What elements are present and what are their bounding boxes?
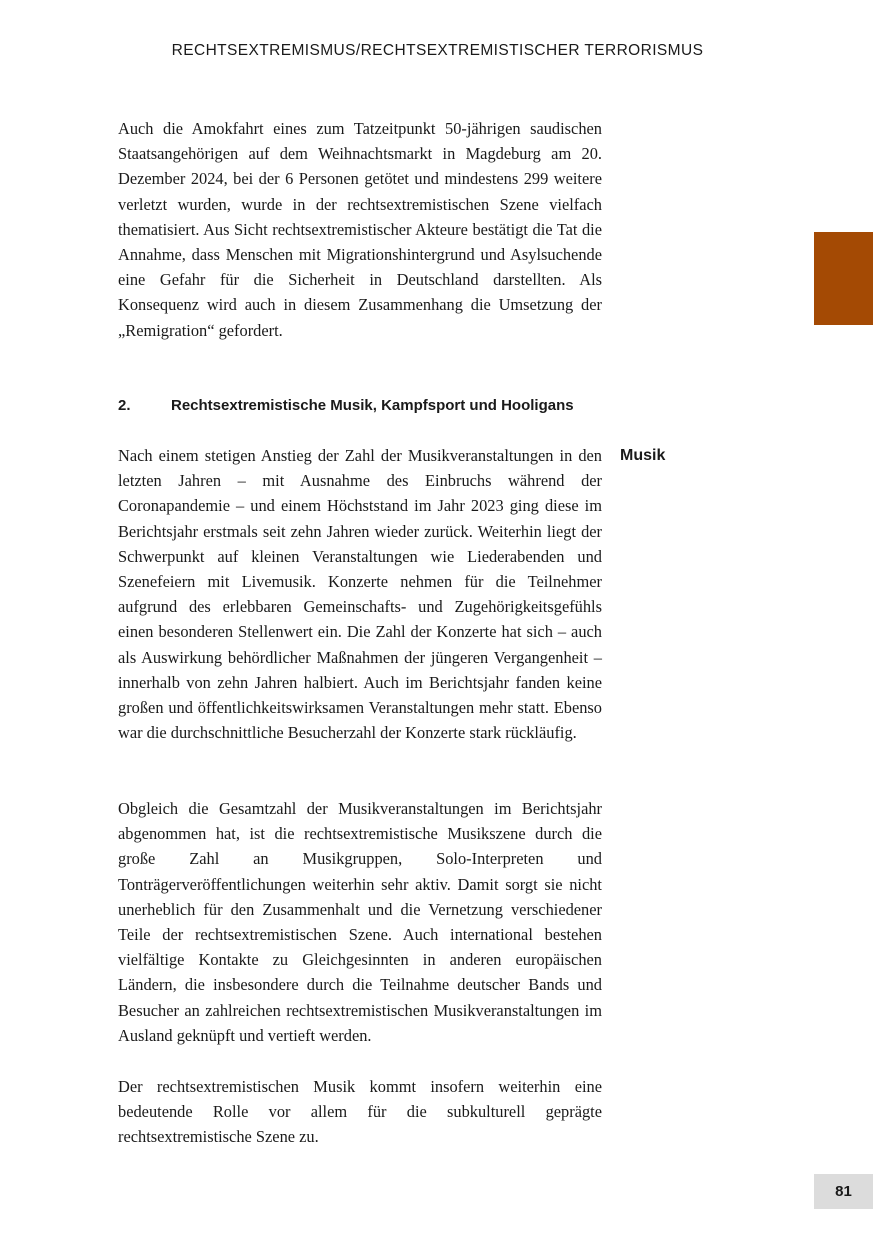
body-paragraph: Der rechtsextremistischen Musik kommt insofern weiterhin eine bedeutende Rolle vor allem für die subkulturell geprägte rechtsextremistische Szene zu. xyxy=(118,1077,602,1147)
running-header: RECHTSEXTREMISMUS/RECHTSEXTREMISTISCHER TERRORISMUS xyxy=(171,42,704,59)
section-title: Rechtsextremistische Musik, Kampfsport und Hooligans xyxy=(171,397,574,414)
page-number: 81 xyxy=(814,1174,873,1209)
intro-paragraph: Auch die Amokfahrt eines zum Tatzeitpunkt 50-jährigen saudischen Staatsangehörigen auf dem Weihnachtsmarkt in Magdeburg am 20. Dezember 2024, bei der 6 Personen getötet und mindestens 299 weitere verletzt wurden, wurde in der rechtsextremistischen Szene vielfach thematisiert. Aus Sicht rechtsextremistischer Akteure bestätigt die Tat die Annahme, dass Menschen mit Migrationshintergrund und Asylsuchende eine Gefahr für die Sicherheit in Deutschland darstellten. Als Konsequenz wird auch in diesem Zusammenhang die Umsetzung der „Remigration“ gefordert. xyxy=(118,119,602,340)
body-paragraph: Nach einem stetigen Anstieg der Zahl der Musikveranstaltungen in den letzten Jahren – mit Ausnahme des Einbruchs während der Coronapandemie – und einem Höchststand im Jahr 2023 ging diese im Berichtsjahr erstmals seit zehn Jahren wieder zurück. Weiterhin liegt der Schwerpunkt auf kleinen Veranstaltungen wie Liederabenden und Szenefeiern mit Livemusik. Konzerte nehmen für die Teilnehmer aufgrund des erlebbaren Gemeinschafts- und Zugehörigkeitsgefühls einen besonderen Stellenwert ein. Die Zahl der Konzerte hat sich – auch als Auswirkung behördlicher Maßnahmen der jüngeren Vergangenheit – innerhalb von zehn Jahren halbiert. Auch im Berichtsjahr fanden keine großen und öffentlichkeitswirksamen Veranstaltungen mehr statt. Ebenso war die durchschnittliche Besucherzahl der Konzerte stark rückläufig. xyxy=(118,446,602,743)
section-heading xyxy=(118,395,618,417)
section-number: 2. xyxy=(118,397,131,414)
chapter-tab-marker xyxy=(814,232,873,325)
margin-note: Musik xyxy=(620,447,666,464)
body-paragraph: Obgleich die Gesamtzahl der Musikveranstaltungen im Berichtsjahr abgenommen hat, ist die rechtsextremistische Musikszene durch die große Zahl an Musikgruppen, Solo-Interpreten und Tonträgerveröffentlichungen weiterhin sehr aktiv. Damit sorgt sie nicht unerheblich für den Zusammenhalt und die Vernetzung verschiedener Teile der rechtsextremistischen Szene. Auch international bestehen vielfältige Kontakte zu Gleichgesinnten in anderen europäischen Ländern, die insbesondere durch die Teilnahme deutscher Bands und Besucher an zahlreichen rechtsextremistischen Musikveranstaltungen im Ausland geknüpft und vertieft werden. xyxy=(118,799,602,1045)
